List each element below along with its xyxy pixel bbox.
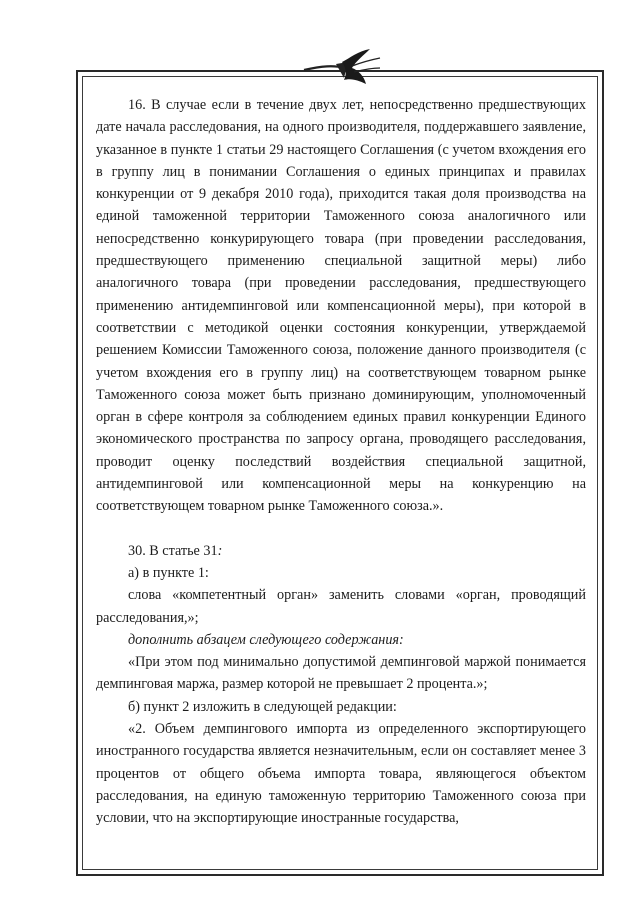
article-30-title: 30. В статье 31 [128, 542, 218, 559]
state-emblem-icon [300, 46, 384, 94]
replace-words: слова «компетентный орган» заменить словами «орган, проводящий расследования,»; [96, 587, 586, 626]
item-b: б) пункт 2 изложить в следующей редакции: [128, 698, 397, 715]
article-30-heading [96, 540, 586, 562]
document-body [96, 94, 586, 830]
add-paragraph-note: дополнить абзацем следующего содержания: [128, 631, 404, 648]
article-30-colon: : [217, 542, 223, 559]
quote-point-2: «2. Объем демпингового импорта из определенного экспортирующего иностранного государства является незначительным, если он составляет менее 3 процентов от общего объема импорта товара, являющегося объектом расследования, на единую таможенную территорию Таможенного союза при условии, что на экспортирующие иностранные государства, [96, 721, 586, 827]
item-a: а) в пункте 1: [128, 564, 209, 581]
quote-dumping-margin: «При этом под минимально допустимой демпинговой маржой понимается демпинговая маржа, размер которой не превышает 2 процента.»; [96, 654, 586, 693]
paragraph-16: 16. В случае если в течение двух лет, непосредственно предшествующих дате начала расследования, на одного производителя, поддержавшего заявление, указанное в пункте 1 статьи 29 настоящего Соглашения (с учетом вхождения его в группу лиц в понимании Соглашения о единых принципах и правилах конкуренции от 9 декабря 2010 года), приходится такая доля производства на единой таможенной территории Таможенного союза аналогичного или непосредственно конкурирующего товара (при проведении расследования, предшествующего применению специальной защитной меры) либо аналогичного товара (при проведении расследования, предшествующего применению антидемпинговой или компенсационной меры), при которой в соответствии с методикой оценки состояния конкуренции, утверждаемой решением Комиссии Таможенного союза, положение данного производителя (с учетом вхождения его в группу лиц) на соответствующем товарном рынке Таможенного союза может быть признано доминирующим, уполномоченный орган в сфере контроля за соблюдением единых правил конкуренции Единого экономического пространства по запросу органа, проводящего расследования, проводит оценку последствий воздействия специальной защитной, антидемпинговой или компенсационной меры на конкуренцию на соответствующем товарном рынке Таможенного союза.». [96, 97, 586, 515]
